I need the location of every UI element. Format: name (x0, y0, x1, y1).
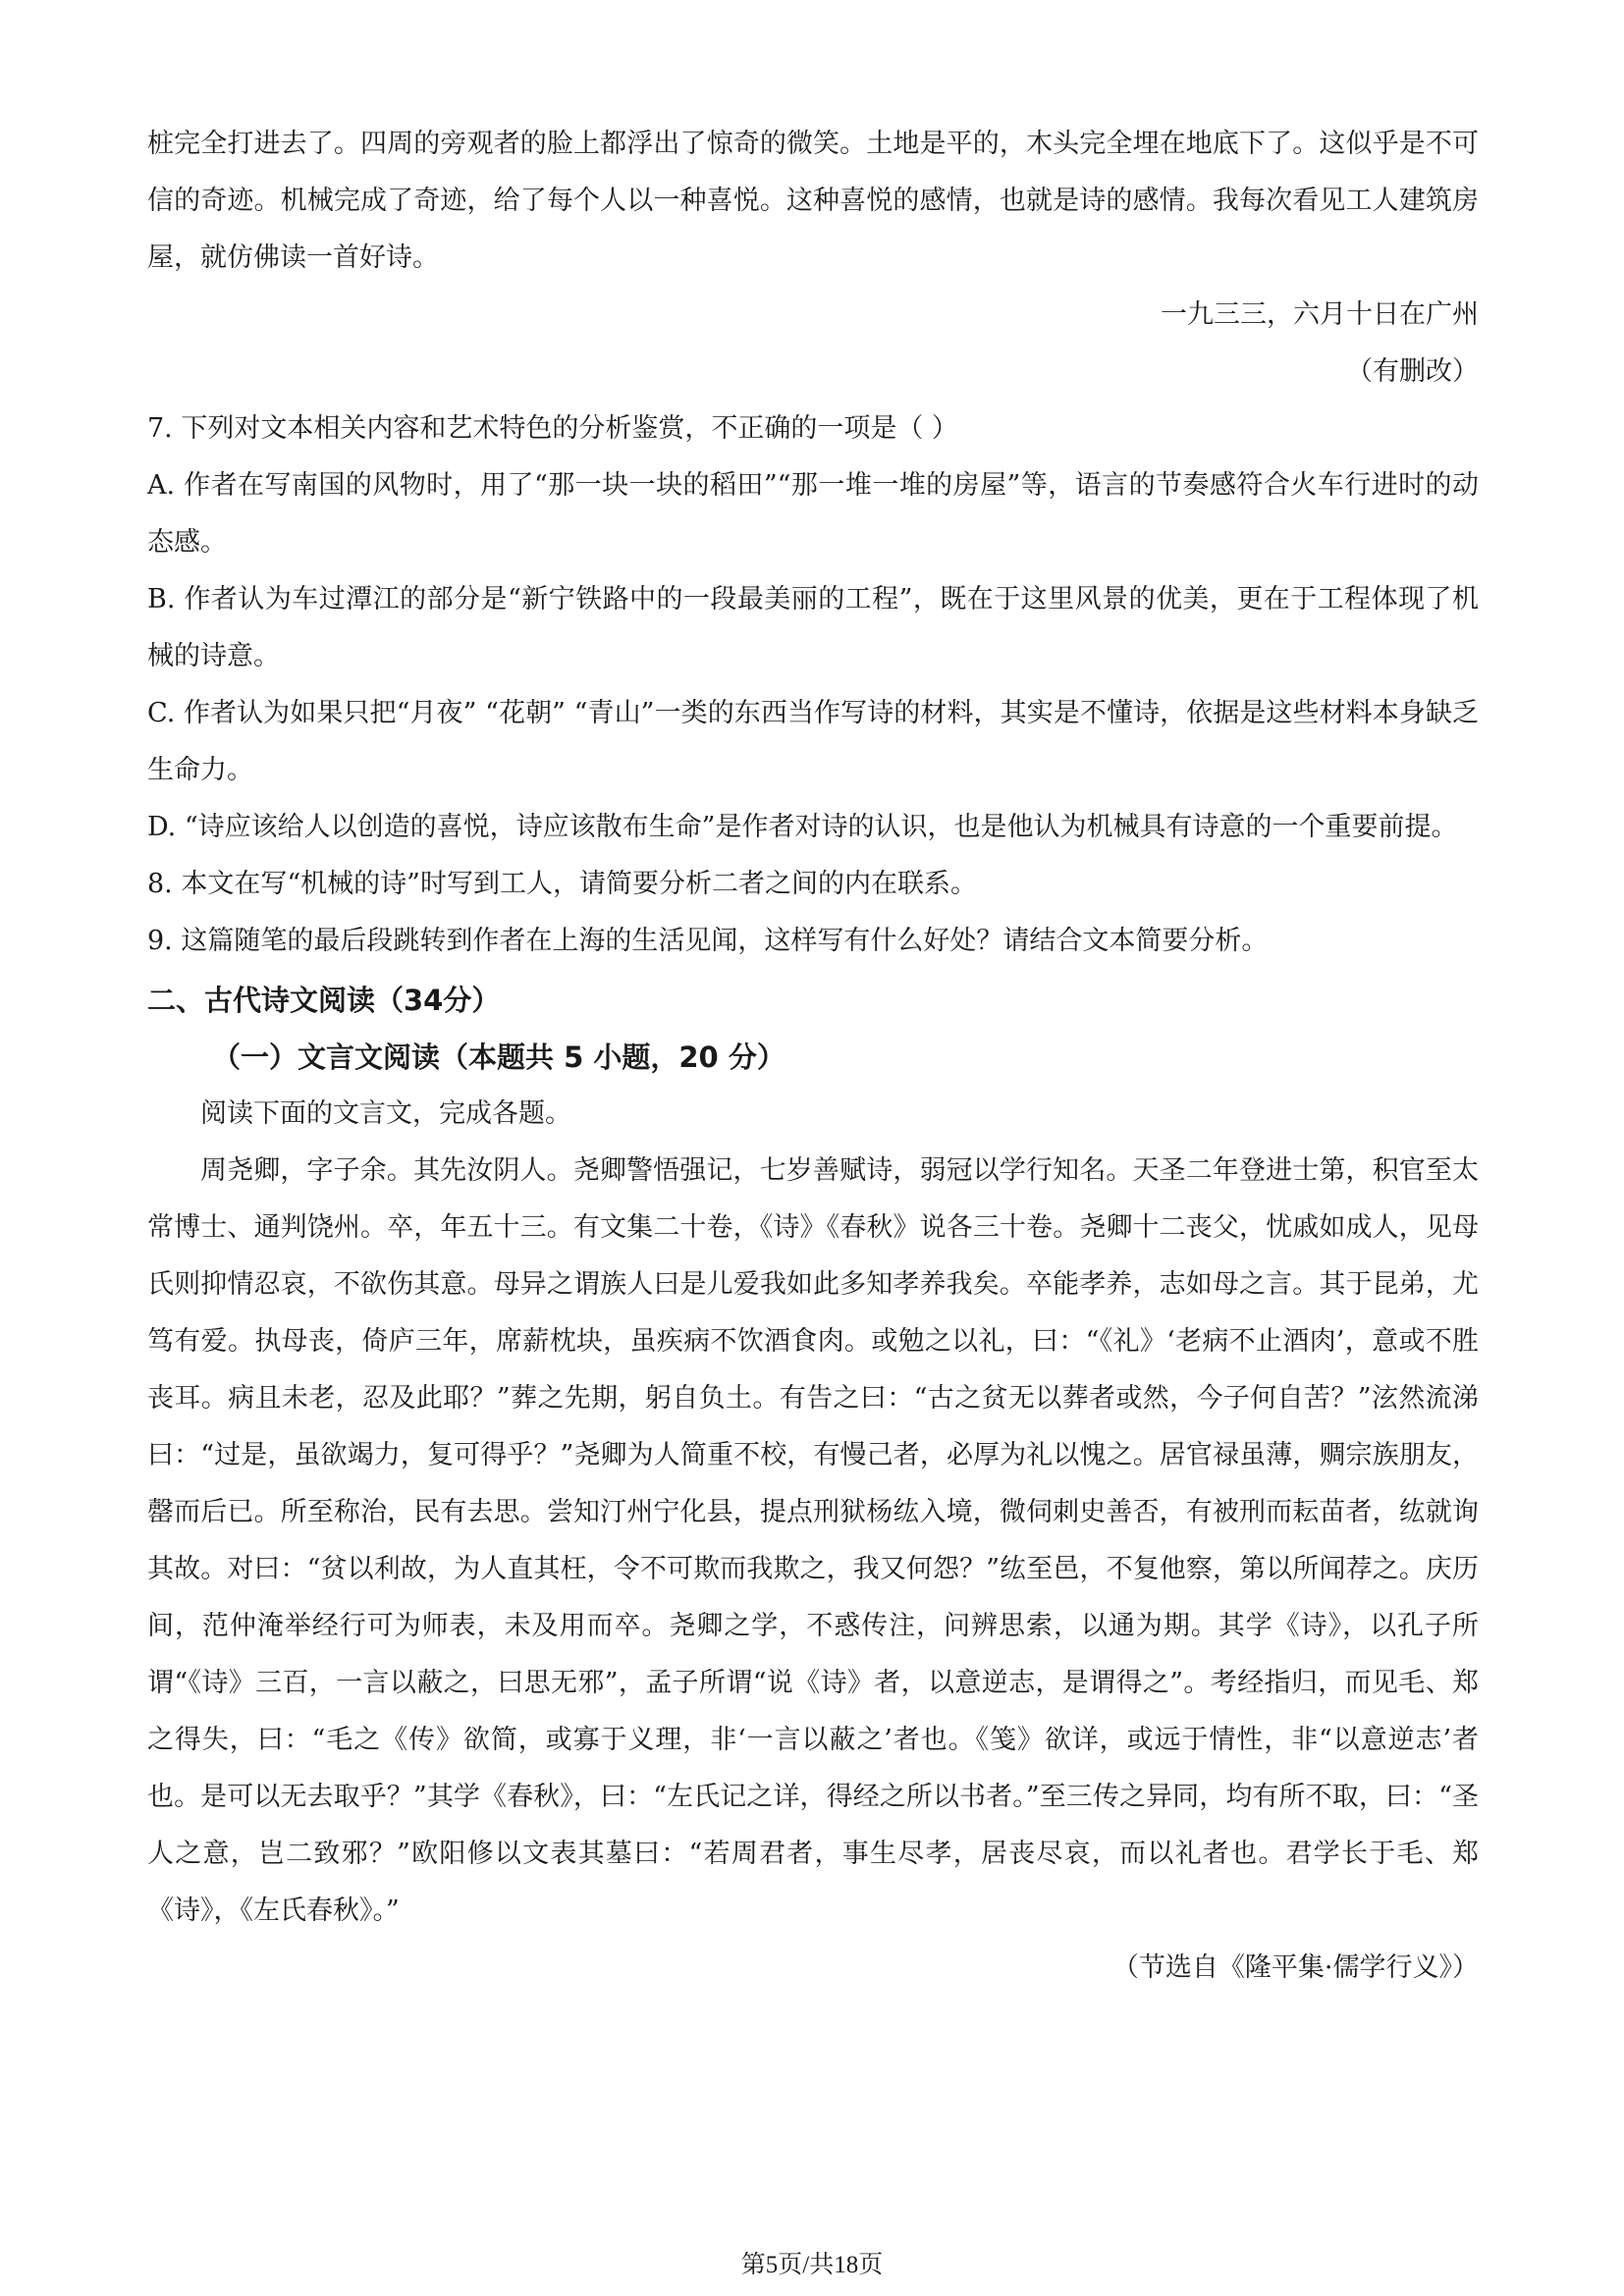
subsection-heading: （一）文言文阅读（本题共 5 小题，20 分） (212, 1041, 785, 1074)
essay-tail-paragraph: 桩完全打进去了。四周的旁观者的脸上都浮出了惊奇的微笑。土地是平的，木头完全埋在地底下了。这似乎是不可信的奇迹。机械完成了奇迹，给了每个人以一种喜悦。这种喜悦的感情，也就是诗的感情。我每次看见工人建筑房屋，就仿佛读一首好诗。 (147, 129, 1479, 273)
question-8: 8. 本文在写“机械的诗”时写到工人，请简要分析二者之间的内在联系。 (147, 869, 977, 899)
question-7-stem: 7. 下列对文本相关内容和艺术特色的分析鉴赏，不正确的一项是（ ） (147, 413, 958, 444)
page-number: 第5页/共18页 (740, 2252, 884, 2278)
question-9: 9. 这篇随笔的最后段跳转到作者在上海的生活见闻，这样写有什么好处？请结合文本简要分析。 (147, 926, 1269, 956)
question-7-option-a: A. 作者在写南国的风物时，用了“那一块一块的稻田”“那一堆一堆的房屋”等，语言的节奏感符合火车行进时的动态感。 (147, 470, 1479, 558)
question-7-option-c: C. 作者认为如果只把“月夜” “花朝” “青山”一类的东西当作写诗的材料，其实是不懂诗，依据是这些材料本身缺乏生命力。 (147, 698, 1479, 785)
question-7-option-d: D. “诗应该给人以创造的喜悦，诗应该散布生命”是作者对诗的认识，也是他认为机械具有诗意的一个重要前提。 (147, 812, 1458, 842)
page-content (147, 116, 1479, 1997)
passage-source: （节选自《隆平集·儒学行义》） (1111, 1952, 1479, 1983)
classical-passage: 周尧卿，字子余。其先汝阴人。尧卿警悟强记，七岁善赋诗，弱冠以学行知名。天圣二年登进士第，积官至太常博士、通判饶州。卒，年五十三。有文集二十卷，《诗》《春秋》说各三十卷。尧卿十二丧父，忧戚如成人，见母氏则抑情忍哀，不欲伤其意。母异之谓族人曰是儿爱我如此多知孝养我矣。卒能孝养，志如母之言。其于昆弟，尤笃有爱。执母丧，倚庐三年，席薪枕块，虽疾病不饮酒食肉。或勉之以礼，曰：“《礼》‘老病不止酒肉’，意或不胜丧耳。病且未老，忍及此耶？”葬之先期，躬自负土。有告之曰：“古之贫无以葬者或然，今子何自苦？”泫然流涕曰：“过是，虽欲竭力，复可得乎？”尧卿为人简重不校，有慢己者，必厚为礼以愧之。居官禄虽薄，赒宗族朋友，罄而后已。所至称治，民有去思。尝知汀州宁化县，提点刑狱杨纮入境，微伺刺史善否，有被刑而耘苗者，纮就询其故。对曰：“贫以利故，为人直其枉，令不可欺而我欺之，我又何怨？”纮至邑，不复他察，第以所闻荐之。庆历间，范仲淹举经行可为师表，未及用而卒。尧卿之学，不惑传注，问辨思索，以通为期。其学《诗》，以孔子所谓“《诗》三百，一言以蔽之，曰思无邪”，孟子所谓“说《诗》者，以意逆志，是谓得之”。考经指归，而见毛、郑之得失，曰：“毛之《传》欲简，或寡于义理，非‘一言以蔽之’者也。《笺》欲详，或远于情性，非“以意逆志’者也。是可以无去取乎？”其学《春秋》，曰：“左氏记之详，得经之所以书者。”至三传之异同，均有所不取，曰：“圣人之意，岂二致邪？”欧阳修以文表其墓曰：“若周君者，事生尽孝，居丧尽哀，而以礼者也。君学长于毛、郑《诗》，《左氏春秋》。” (147, 1155, 1479, 1926)
essay-date: 一九三三，六月十日在广州 (1161, 299, 1479, 330)
reading-instruction: 阅读下面的文言文，完成各题。 (200, 1098, 571, 1129)
essay-edit-note: （有删改） (1346, 356, 1479, 387)
question-7-option-b: B. 作者认为车过潭江的部分是“新宁铁路中的一段最美丽的工程”，既在于这里风景的优美，更在于工程体现了机械的诗意。 (147, 584, 1479, 671)
section-heading: 二、古代诗文阅读（34分） (147, 984, 501, 1017)
